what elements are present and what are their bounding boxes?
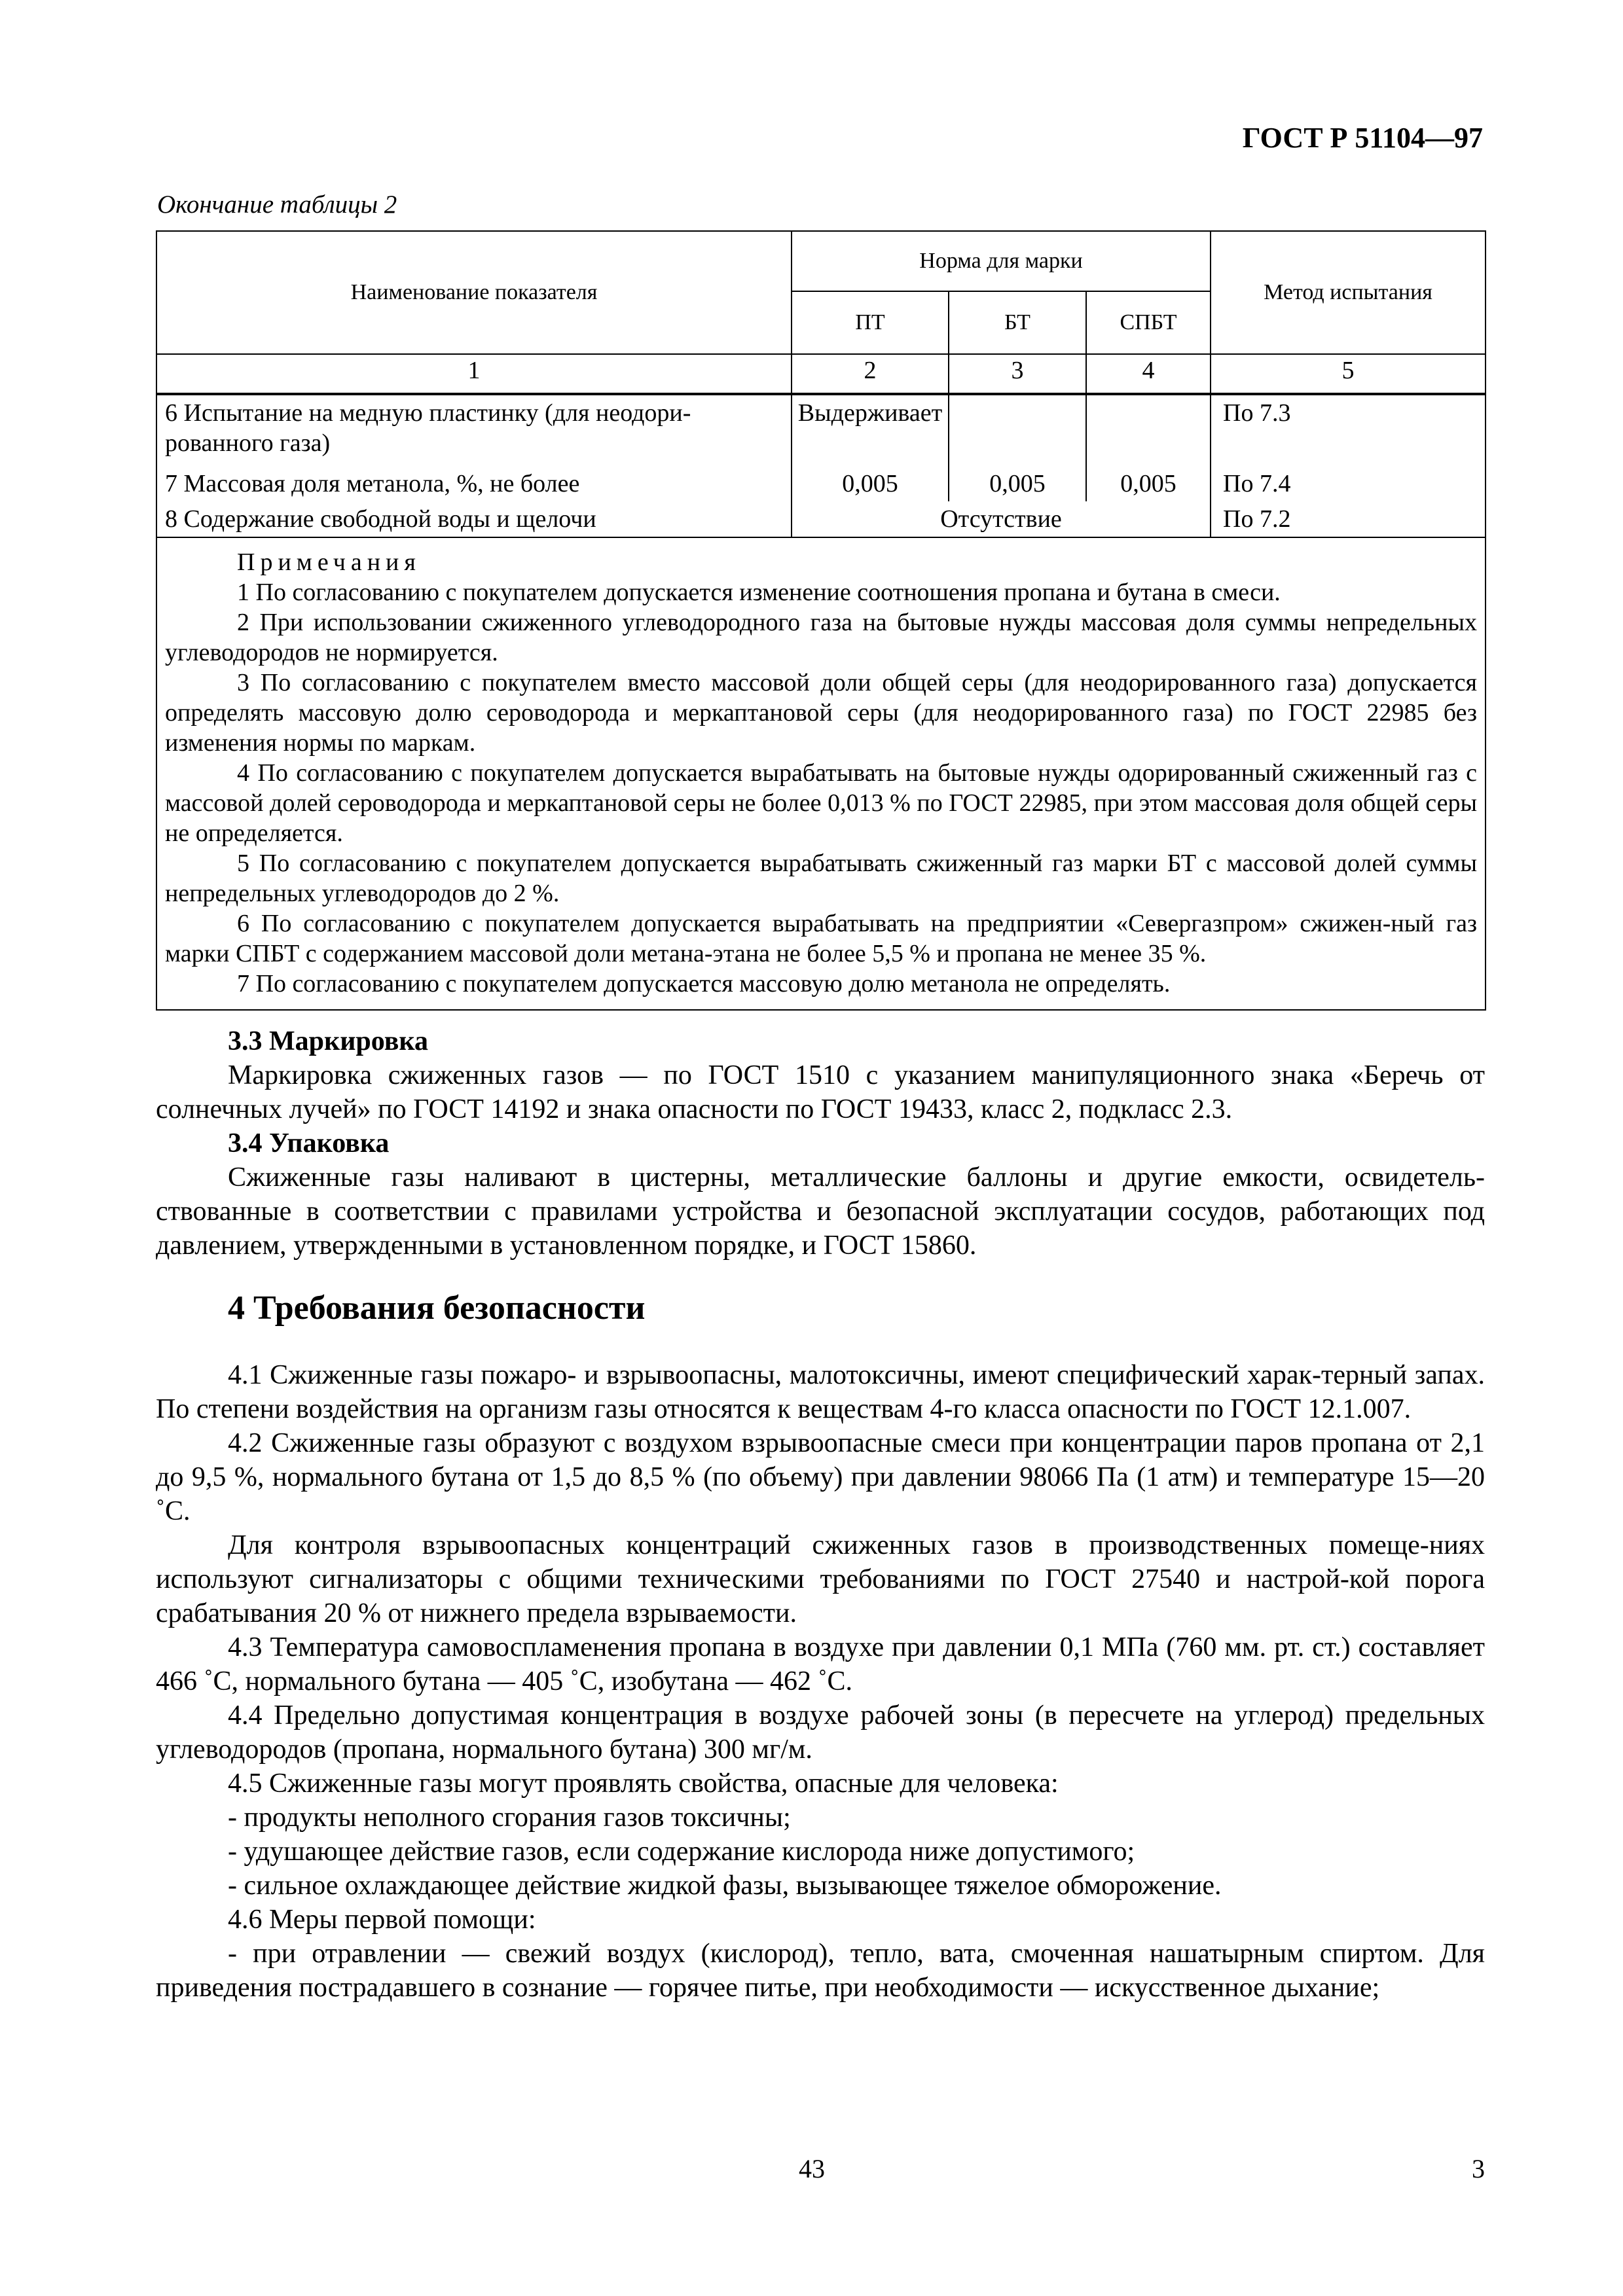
col-header-grade: ПТ bbox=[792, 291, 949, 354]
section-heading-4: 4 Требования безопасности bbox=[228, 1289, 646, 1327]
notes-title: Примечания bbox=[237, 548, 421, 576]
table-row bbox=[156, 394, 1486, 466]
list-item: - при отравлении — свежий воздух (кислород), тепло, вата, смоченная нашатырным спиртом. Для приведения пострадавшего в сознание — горячее питье, при необходимости — искусственное дыхание; bbox=[156, 1939, 1485, 2003]
paragraph: Для контроля взрывоопасных концентраций сжиженных газов в производственных помеще-ниях используют сигнализаторы с общими техническими требованиями по ГОСТ 27540 и настрой-кой порога срабатывания 20 % от нижнего предела взрываемости. bbox=[156, 1530, 1485, 1628]
col-header-norm: Норма для марки bbox=[792, 231, 1211, 291]
column-number: 1 bbox=[156, 354, 792, 394]
note-item: 3 По согласованию с покупателем вместо массовой доли общей серы (для неодорированного газа) допускается определять массовую долю сероводорода и меркаптановой серы (для неодорированного газа) по ГОСТ 22985 без изменения нормы по маркам. bbox=[165, 669, 1477, 757]
row-method: По 7.3 bbox=[1211, 394, 1486, 466]
note-item: 1 По согласованию с покупателем допускается изменение соотношения пропана и бутана в смеси. bbox=[237, 579, 1281, 606]
paragraph: Сжиженные газы наливают в цистерны, металлические баллоны и другие емкости, освидетель-ствованные в соответствии с правилами устройства и безопасной эксплуатации сосудов, работающих под давлением, утвержденными в установленном порядке, и ГОСТ 15860. bbox=[156, 1162, 1485, 1261]
row-method: По 7.4 bbox=[1211, 466, 1486, 501]
row-value bbox=[1086, 394, 1211, 466]
list-item: - удушающее действие газов, если содержание кислорода ниже допустимого; bbox=[228, 1837, 1135, 1867]
note-item: 2 При использовании сжиженного углеводородного газа на бытовые нужды массовая доля суммы непредельных углеводородов не нормируется. bbox=[165, 609, 1477, 666]
section-heading-3-3: 3.3 Маркировка bbox=[228, 1026, 428, 1056]
table-row bbox=[156, 466, 1486, 501]
row-label: 8 Содержание свободной воды и щелочи bbox=[156, 501, 792, 537]
paragraph: 4.2 Сжиженные газы образуют с воздухом взрывоопасные смеси при концентрации паров пропана от 2,1 до 9,5 %, нормального бутана от 1,5 до 8,5 % (по объему) при давлении 98066 Па (1 атм) и температуре 15—20 ˚С. bbox=[156, 1428, 1485, 1526]
column-number: 5 bbox=[1211, 354, 1486, 394]
table-row bbox=[156, 501, 1486, 537]
table-caption: Окончание таблицы 2 bbox=[157, 190, 397, 219]
section-heading-3-4: 3.4 Упаковка bbox=[228, 1128, 390, 1158]
paragraph: 4.6 Меры первой помощи: bbox=[228, 1905, 536, 1935]
col-header-method: Метод испытания bbox=[1211, 231, 1486, 354]
note-item: 4 По согласованию с покупателем допускается вырабатывать на бытовые нужды одорированный сжиженный газ с массовой долей сероводорода и меркаптановой серы не более 0,013 % по ГОСТ 22985, при этом массовая доля общей серы не определяется. bbox=[165, 759, 1477, 847]
row-label: 7 Массовая доля метанола, %, не более bbox=[156, 466, 792, 501]
col-header-grade: СПБТ bbox=[1086, 291, 1211, 354]
note-item: 6 По согласованию с покупателем допускается вырабатывать на предприятии «Севергазпром» сжижен-ный газ марки СПБТ с содержанием массовой доли метана-этана не более 5,5 % и пропана не менее 35 %. bbox=[165, 910, 1477, 967]
col-header-name: Наименование показателя bbox=[156, 231, 792, 354]
row-value: 0,005 bbox=[1086, 466, 1211, 501]
paragraph: 4.3 Температура самовоспламенения пропана в воздухе при давлении 0,1 МПа (760 мм. рт. ст.) составляет 466 ˚С, нормального бутана — 405 ˚С, изобутана — 462 ˚С. bbox=[156, 1632, 1485, 1696]
list-item: - сильное охлаждающее действие жидкой фазы, вызывающее тяжелое обморожение. bbox=[228, 1871, 1222, 1901]
column-number: 3 bbox=[949, 354, 1086, 394]
row-value: 0,005 bbox=[949, 466, 1086, 501]
column-number: 2 bbox=[792, 354, 949, 394]
row-value bbox=[949, 394, 1086, 466]
row-label: 6 Испытание на медную пластинку (для неодори-рованного газа) bbox=[156, 394, 792, 466]
table-2 bbox=[156, 230, 1486, 1011]
center-page-number: 43 bbox=[799, 2154, 825, 2183]
column-number-row bbox=[156, 354, 1486, 394]
main-text bbox=[156, 1024, 1485, 2005]
paragraph: 4.4 Предельно допустимая концентрация в воздухе рабочей зоны (в пересчете на углерод) предельных углеводородов (пропана, нормального бутана) 300 мг/м. bbox=[156, 1700, 1485, 1765]
col-header-grade: БТ bbox=[949, 291, 1086, 354]
paragraph: 4.5 Сжиженные газы могут проявлять свойства, опасные для человека: bbox=[228, 1768, 1059, 1799]
row-value: 0,005 bbox=[792, 466, 949, 501]
paragraph: 4.1 Сжиженные газы пожаро- и взрывоопасны, малотоксичны, имеют специфический харак-терный запах. По степени воздействия на организм газы относятся к веществам 4-го класса опасности по ГОСТ 12.1.007. bbox=[156, 1360, 1485, 1424]
list-item: - продукты неполного сгорания газов токсичны; bbox=[228, 1803, 791, 1833]
note-item: 5 По согласованию с покупателем допускается вырабатывать сжиженный газ марки БТ с массовой долей суммы непредельных углеводородов до 2 %. bbox=[165, 850, 1477, 907]
note-item: 7 По согласованию с покупателем допускается массовую долю метанола не определять. bbox=[237, 970, 1171, 997]
row-value-merged: Отсутствие bbox=[792, 501, 1211, 537]
page-number: 3 bbox=[1472, 2154, 1485, 2183]
document-code: ГОСТ Р 51104—97 bbox=[1242, 122, 1483, 154]
paragraph: Маркировка сжиженных газов — по ГОСТ 1510 с указанием манипуляционного знака «Беречь от солнечных лучей» по ГОСТ 14192 и знака опасности по ГОСТ 19433, класс 2, подкласс 2.3. bbox=[156, 1060, 1485, 1124]
table-notes bbox=[156, 537, 1486, 1010]
row-value: Выдерживает bbox=[792, 394, 949, 466]
column-number: 4 bbox=[1086, 354, 1211, 394]
row-method: По 7.2 bbox=[1211, 501, 1486, 537]
